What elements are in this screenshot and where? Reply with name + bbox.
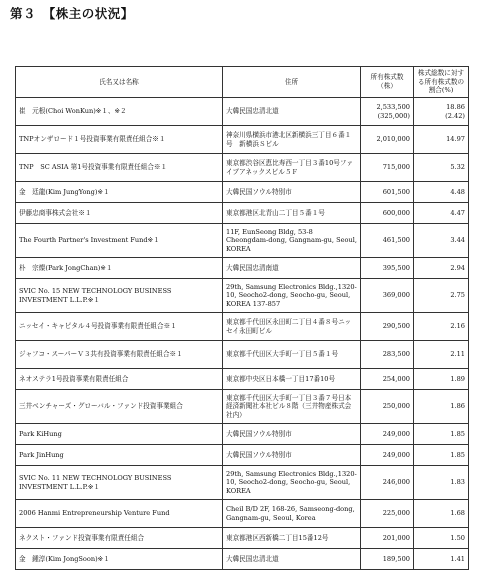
shareholder-address: 東京都千代田区大手町一丁目５番１号 xyxy=(223,341,361,369)
table-row xyxy=(16,549,469,570)
shares-value: 461,500 xyxy=(361,224,414,258)
shares-value: 254,000 xyxy=(361,369,414,390)
shareholder-name: 金 廷龍(Kim JungYong)※１ xyxy=(16,182,223,203)
shares-value: 201,000 xyxy=(361,528,414,549)
shareholder-address: 神奈川県横浜市港北区新横浜三丁目６番１号 新横浜Ｓビル xyxy=(223,126,361,154)
shares-value: 249,000 xyxy=(361,424,414,445)
ratio-value: 18.86 xyxy=(446,102,465,111)
ratio-value: 4.48 xyxy=(414,182,469,203)
shareholders-table xyxy=(15,66,469,570)
shareholder-name: SVIC No. 11 NEW TECHNOLOGY BUSINESS INVESTMENT L.L.P.※１ xyxy=(16,466,223,500)
shares-cell xyxy=(361,98,414,126)
shareholder-name: 朴 宗燦(Park JongChan)※１ xyxy=(16,258,223,279)
table-row xyxy=(16,154,469,182)
header-ratio: 株式総数に対する所有株式数の割合(%) xyxy=(414,67,469,98)
shareholder-address: 29th, Samsung Electronics Bldg.,1320-10, Seocho2-dong, Seocho-gu, Seoul, KOREA 137-857 xyxy=(223,279,361,313)
shareholder-address: Cheil B/D 2F, 168-26, Samseong-dong, Gangnam-gu, Seoul, Korea xyxy=(223,500,361,528)
shares-value: 369,000 xyxy=(361,279,414,313)
table-row xyxy=(16,390,469,424)
shareholder-address: 東京都港区北青山二丁目５番１号 xyxy=(223,203,361,224)
shareholder-name: 三井ベンチャーズ・グローバル・ファンド投資事業組合 xyxy=(16,390,223,424)
shareholder-name: Park JinHung xyxy=(16,445,223,466)
shares-value: 246,000 xyxy=(361,466,414,500)
shareholder-address: 11F, EunSeong Bldg, 53-8 Cheongdam-dong, Gangnam-gu, Seoul, KOREA xyxy=(223,224,361,258)
shareholder-address: 東京都千代田区大手町一丁目３番７号日本経済新聞社本社ビル８階（三井物産株式会社内） xyxy=(223,390,361,424)
ratio-value: 1.68 xyxy=(414,500,469,528)
table-row xyxy=(16,313,469,341)
shareholder-name: 金 鍾淳(Kim JongSoon)※１ xyxy=(16,549,223,570)
shareholder-address: 大韓民国忠清北道 xyxy=(223,549,361,570)
ratio-value: 1.50 xyxy=(414,528,469,549)
shares-value: 249,000 xyxy=(361,445,414,466)
ratio-value: 1.41 xyxy=(414,549,469,570)
shares-value: 395,500 xyxy=(361,258,414,279)
shareholder-address: 東京都中央区日本橋一丁目17番10号 xyxy=(223,369,361,390)
shareholder-name: The Fourth Partner's Investment Fund※１ xyxy=(16,224,223,258)
table-row xyxy=(16,126,469,154)
shareholder-address: 大韓民国ソウル特別市 xyxy=(223,182,361,203)
table-row xyxy=(16,341,469,369)
ratio-value: 1.85 xyxy=(414,445,469,466)
ratio-value: 5.32 xyxy=(414,154,469,182)
shareholder-name: TNPオンザロード１号投資事業有限責任組合※１ xyxy=(16,126,223,154)
shares-value: 2,533,500 xyxy=(376,102,410,111)
shares-value-secondary: (325,000) xyxy=(377,111,410,120)
table-row xyxy=(16,279,469,313)
shareholder-name: ネオステラ1号投資事業有限責任組合 xyxy=(16,369,223,390)
shareholder-address: 大韓民国ソウル特別市 xyxy=(223,445,361,466)
shares-value: 715,000 xyxy=(361,154,414,182)
shareholder-address: 大韓民国ソウル特別市 xyxy=(223,424,361,445)
shares-value: 225,000 xyxy=(361,500,414,528)
shareholder-address: 東京都渋谷区恵比寿西一丁目３番10号ファイブアネックスビル５Ｆ xyxy=(223,154,361,182)
ratio-cell xyxy=(414,98,469,126)
shares-value: 250,000 xyxy=(361,390,414,424)
ratio-value: 14.97 xyxy=(414,126,469,154)
ratio-value: 3.44 xyxy=(414,224,469,258)
shares-value: 189,500 xyxy=(361,549,414,570)
shareholder-name: 崔 元根(Choi WonKun)※１、※２ xyxy=(16,98,223,126)
table-row xyxy=(16,500,469,528)
ratio-value-secondary: (2.42) xyxy=(445,111,465,120)
shares-value: 290,500 xyxy=(361,313,414,341)
ratio-value: 1.85 xyxy=(414,424,469,445)
header-name: 氏名又は名称 xyxy=(16,67,223,98)
ratio-value: 4.47 xyxy=(414,203,469,224)
shares-value: 283,500 xyxy=(361,341,414,369)
table-row xyxy=(16,203,469,224)
shareholder-address: 大韓民国忠清南道 xyxy=(223,258,361,279)
table-row xyxy=(16,182,469,203)
table-row xyxy=(16,466,469,500)
table-header-row xyxy=(16,67,469,98)
shareholder-address: 東京都千代田区永田町二丁目４番８号ニッセイ永田町ビル xyxy=(223,313,361,341)
section-title: 第３ 【株主の状況】 xyxy=(10,6,134,21)
table-row xyxy=(16,258,469,279)
shares-value: 601,500 xyxy=(361,182,414,203)
table-row xyxy=(16,369,469,390)
ratio-value: 1.89 xyxy=(414,369,469,390)
shareholder-address: 東京都港区西新橋二丁目15番12号 xyxy=(223,528,361,549)
shareholder-name: ニッセイ・キャピタル４号投資事業有限責任組合※１ xyxy=(16,313,223,341)
ratio-value: 2.94 xyxy=(414,258,469,279)
shareholder-address: 大韓民国忠清北道 xyxy=(223,98,361,126)
ratio-value: 2.16 xyxy=(414,313,469,341)
ratio-value: 1.86 xyxy=(414,390,469,424)
table-row xyxy=(16,98,469,126)
table-row xyxy=(16,528,469,549)
ratio-value: 2.11 xyxy=(414,341,469,369)
table-row xyxy=(16,445,469,466)
shareholder-name: ジャフコ・スーパーＶ３共有投資事業有限責任組合※１ xyxy=(16,341,223,369)
shares-value: 2,010,000 xyxy=(361,126,414,154)
shareholder-name: Park KiHung xyxy=(16,424,223,445)
ratio-value: 1.83 xyxy=(414,466,469,500)
table-row xyxy=(16,224,469,258)
shareholder-name: ネクスト・ファンド投資事業有限責任組合 xyxy=(16,528,223,549)
shareholder-name: 伊藤忠商事株式会社※１ xyxy=(16,203,223,224)
shareholder-name: 2006 Hanmi Entrepreneurship Venture Fund xyxy=(16,500,223,528)
header-address: 住所 xyxy=(223,67,361,98)
shareholder-name: SVIC No. 15 NEW TECHNOLOGY BUSINESS INVESTMENT L.L.P.※１ xyxy=(16,279,223,313)
shareholder-name: TNP SC ASIA 第1号投資事業有限責任組合※１ xyxy=(16,154,223,182)
ratio-value: 2.75 xyxy=(414,279,469,313)
table-row xyxy=(16,424,469,445)
shareholder-address: 29th, Samsung Electronics Bldg.,1320-10, Seocho2-dong, Seocho-gu, Seoul, KOREA xyxy=(223,466,361,500)
shares-value: 600,000 xyxy=(361,203,414,224)
header-shares: 所有株式数（株） xyxy=(361,67,414,98)
